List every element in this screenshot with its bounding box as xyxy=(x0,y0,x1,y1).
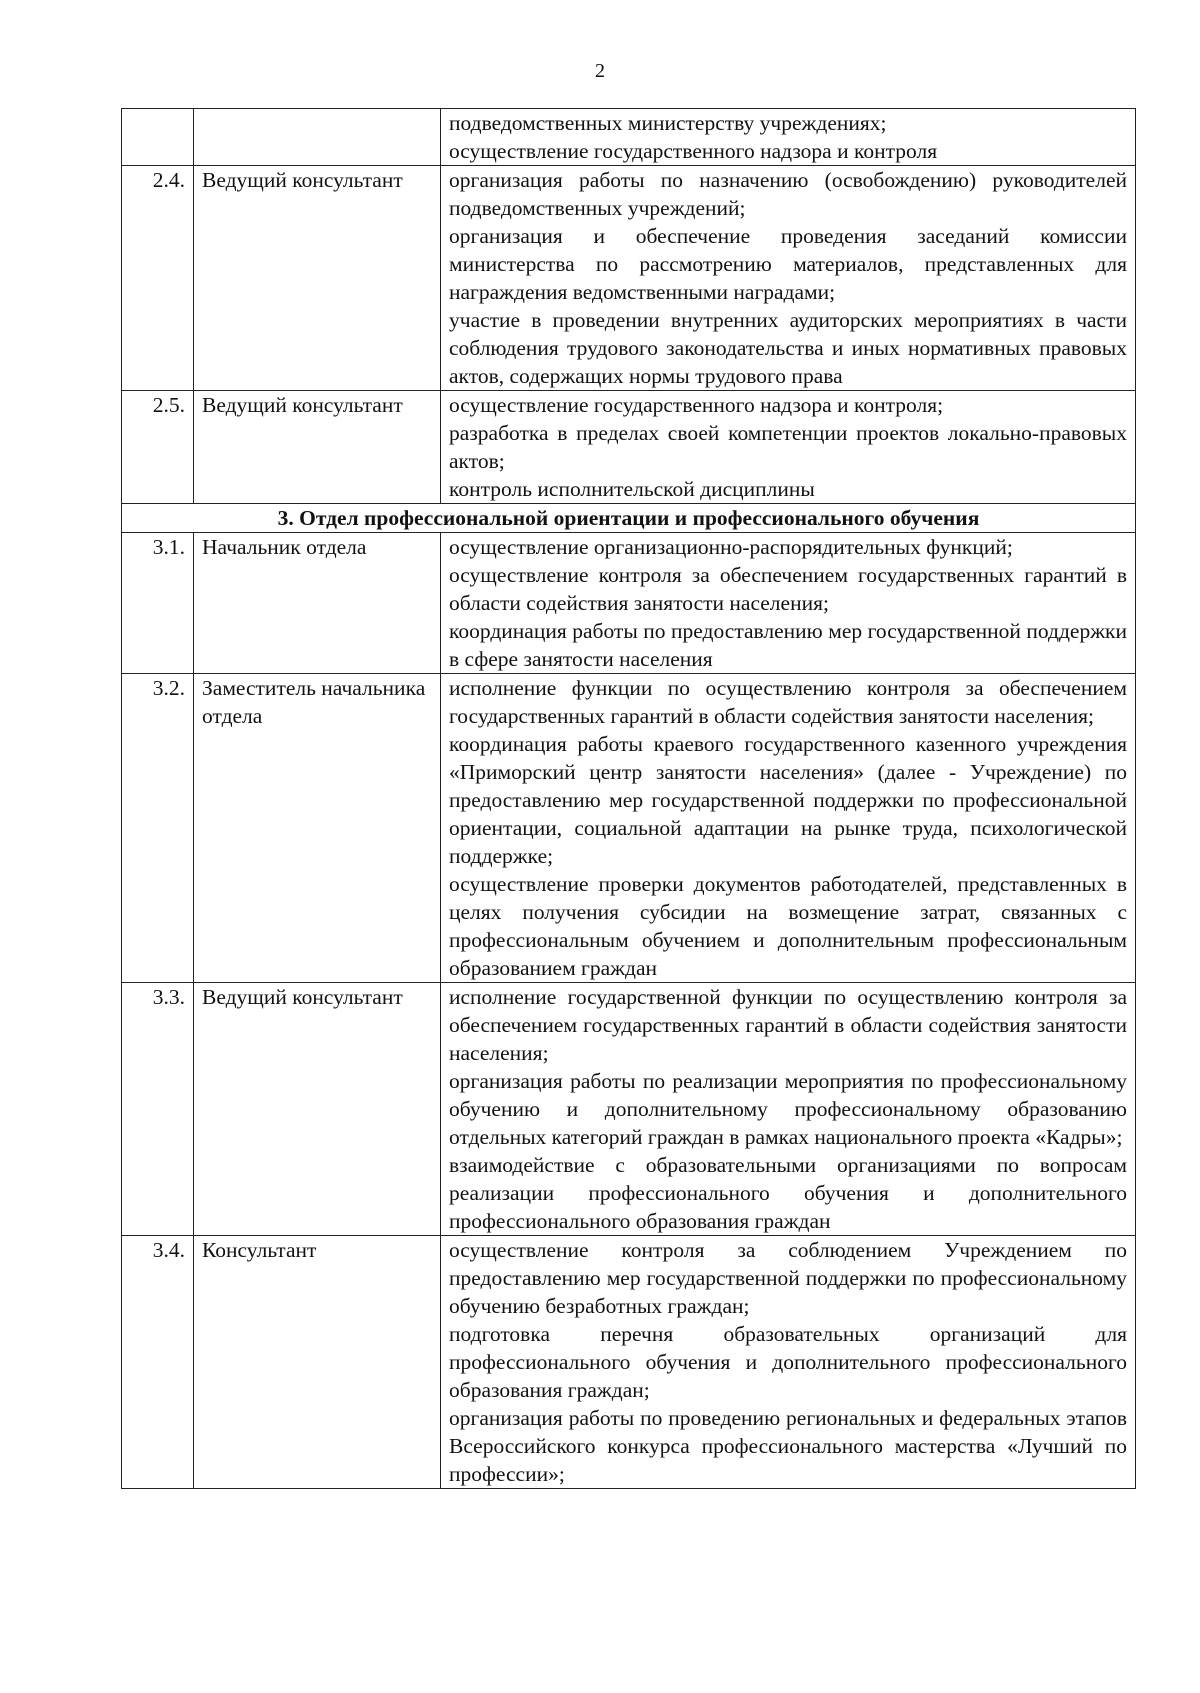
position-title xyxy=(194,109,441,166)
position-title: Ведущий консультант xyxy=(194,391,441,504)
duties-cell xyxy=(441,166,1136,391)
duty-item: координация работы по предоставлению мер государственной поддержки в сфере занятости населения xyxy=(449,619,1127,671)
duty-item: осуществление контроля за обеспечением государственных гарантий в области содействия занятости населения; xyxy=(449,563,1127,615)
section-header-row xyxy=(122,504,1136,533)
position-title: Ведущий консультант xyxy=(194,983,441,1236)
duty-item: организация работы по реализации мероприятия по профессиональному обучению и дополнительному профессиональному образованию отдельных категорий граждан в рамках национального проекта «Кадры»; xyxy=(449,1069,1127,1149)
row-number: 2.4. xyxy=(122,166,194,391)
duty-item: организация и обеспечение проведения заседаний комиссии министерства по рассмотрению материалов, представленных для награждения ведомственными наградами; xyxy=(449,224,1127,304)
duty-item: осуществление контроля за соблюдением Учреждением по предоставлению мер государственной поддержки по профессиональному обучению безработных граждан; xyxy=(449,1238,1127,1318)
duty-item: участие в проведении внутренних аудиторских мероприятиях в части соблюдения трудового законодательства и иных нормативных правовых актов, содержащих нормы трудового права xyxy=(449,308,1127,388)
duty-item: осуществление организационно-распорядительных функций; xyxy=(449,535,1013,559)
row-number: 3.3. xyxy=(122,983,194,1236)
duty-item: контроль исполнительской дисциплины xyxy=(449,477,815,501)
duty-item: координация работы краевого государственного казенного учреждения «Приморский центр занятости населения» (далее - Учреждение) по предоставлению мер государственной поддержки по профессиональной ориентации, социальной адаптации на рынке труда, психологической поддержке; xyxy=(449,732,1127,868)
position-title: Ведущий консультант xyxy=(194,166,441,391)
duty-item: осуществление государственного надзора и контроля xyxy=(449,139,938,163)
page-number: 2 xyxy=(595,60,605,82)
duty-item: исполнение государственной функции по осуществлению контроля за обеспечением государственных гарантий в области содействия занятости населения; xyxy=(449,985,1127,1065)
table-row xyxy=(122,1236,1136,1489)
duty-item: осуществление государственного надзора и контроля; xyxy=(449,393,944,417)
table-row xyxy=(122,166,1136,391)
row-number: 3.2. xyxy=(122,674,194,983)
duties-cell xyxy=(441,1236,1136,1489)
table-row xyxy=(122,674,1136,983)
row-number: 2.5. xyxy=(122,391,194,504)
table-row xyxy=(122,983,1136,1236)
duty-item: разработка в пределах своей компетенции проектов локально-правовых актов; xyxy=(449,421,1127,473)
table-row xyxy=(122,391,1136,504)
staff-duties-table xyxy=(121,108,1136,1489)
position-title: Консультант xyxy=(194,1236,441,1489)
duty-item: подведомственных министерству учреждениях; xyxy=(449,111,887,135)
row-number xyxy=(122,109,194,166)
row-number: 3.1. xyxy=(122,533,194,674)
table-row xyxy=(122,533,1136,674)
table-body xyxy=(122,109,1136,1489)
duty-item: осуществление проверки документов работодателей, представленных в целях получения субсидии на возмещение затрат, связанных с профессиональным обучением и дополнительным профессиональным образованием граждан xyxy=(449,872,1127,980)
duties-cell xyxy=(441,533,1136,674)
row-number: 3.4. xyxy=(122,1236,194,1489)
table-row xyxy=(122,109,1136,166)
duties-cell xyxy=(441,109,1136,166)
duty-item: исполнение функции по осуществлению контроля за обеспечением государственных гарантий в области содействия занятости населения; xyxy=(449,676,1127,728)
duty-item: организация работы по назначению (освобождению) руководителей подведомственных учреждений; xyxy=(449,168,1127,220)
duties-cell xyxy=(441,983,1136,1236)
duties-cell xyxy=(441,391,1136,504)
duty-item: подготовка перечня образовательных организаций для профессионального обучения и дополнительного профессионального образования граждан; xyxy=(449,1322,1127,1402)
duty-item: взаимодействие с образовательными организациями по вопросам реализации профессионального обучения и дополнительного профессионального образования граждан xyxy=(449,1153,1127,1233)
duties-cell xyxy=(441,674,1136,983)
duty-item: организация работы по проведению региональных и федеральных этапов Всероссийского конкурса профессионального мастерства «Лучший по профессии»; xyxy=(449,1406,1127,1486)
section-title: 3. Отдел профессиональной ориентации и профессионального обучения xyxy=(122,504,1136,533)
position-title: Заместитель начальника отдела xyxy=(194,674,441,983)
position-title: Начальник отдела xyxy=(194,533,441,674)
